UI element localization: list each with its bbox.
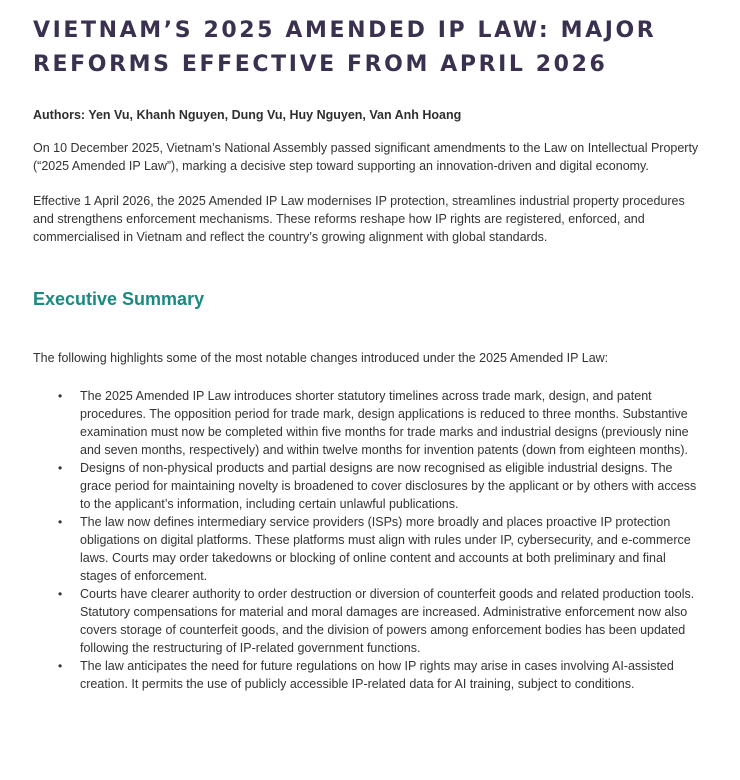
bullet-icon: • xyxy=(58,659,63,673)
section-heading-executive-summary: Executive Summary xyxy=(33,289,205,309)
highlights-list xyxy=(33,387,704,693)
list-item-text: The law now defines intermediary service providers (ISPs) more broadly and places proactive IP protection obligations on digital platforms. These platforms must align with rules under IP, cybersecurity, and e-commerce laws. Courts may order takedowns or blocking of online content and accounts at both preliminary and final stages of enforcement. xyxy=(80,515,691,583)
list-item-text: The 2025 Amended IP Law introduces shorter statutory timelines across trade mark, design, and patent procedures. The opposition period for trade mark, design applications is reduced to three months. Substantive examination must now be completed within five months for trade marks and industrial designs (previously nine and seven months, respectively) and within twelve months for invention patents (down from eighteen months). xyxy=(80,389,689,457)
list-item-text: Designs of non-physical products and partial designs are now recognised as eligible industrial designs. The grace period for maintaining novelty is broadened to cover disclosures by the applicant or by others with access to the applicant’s information, including certain unlawful publications. xyxy=(80,461,697,511)
authors-line: Authors: Yen Vu, Khanh Nguyen, Dung Vu, Huy Nguyen, Van Anh Hoang xyxy=(33,108,462,122)
bullet-icon: • xyxy=(58,389,63,403)
bullet-icon: • xyxy=(58,515,63,529)
list-item-text: Courts have clearer authority to order destruction or diversion of counterfeit goods and related production tools. Statutory compensations for material and moral damages are increased. Administrative enforcement now also covers storage of counterfeit goods, and the division of powers among enforcement bodies has been updated following the restructuring of IP-related government functions. xyxy=(80,587,695,655)
list-item-text: The law anticipates the need for future regulations on how IP rights may arise in cases involving AI-assisted creation. It permits the use of publicly accessible IP-related data for AI training, subject to conditions. xyxy=(80,659,674,691)
list-item xyxy=(33,513,704,585)
title-line-2: REFORMS EFFECTIVE FROM APRIL 2026 xyxy=(33,52,608,77)
bullet-icon: • xyxy=(58,587,63,601)
intro-paragraph-2: Effective 1 April 2026, the 2025 Amended IP Law modernises IP protection, streamlines industrial property procedures and strengthens enforcement mechanisms. These reforms reshape how IP rights are registered, enforced, and commercialised in Vietnam and reflect the country’s growing alignment with global standards. xyxy=(33,194,685,244)
list-item xyxy=(33,585,704,657)
list-item xyxy=(33,387,704,459)
title-line-1: VIETNAM’S 2025 AMENDED IP LAW: MAJOR xyxy=(33,18,657,43)
document-title xyxy=(33,14,704,82)
bullet-icon: • xyxy=(58,461,63,475)
list-item xyxy=(33,459,704,513)
intro-paragraph-1: On 10 December 2025, Vietnam’s National Assembly passed significant amendments to the Law on Intellectual Property (“2025 Amended IP Law”), marking a decisive step toward supporting an innovation-driven and digital economy. xyxy=(33,141,699,173)
list-item xyxy=(33,657,704,693)
highlights-intro: The following highlights some of the most notable changes introduced under the 2025 Amended IP Law: xyxy=(33,351,609,365)
